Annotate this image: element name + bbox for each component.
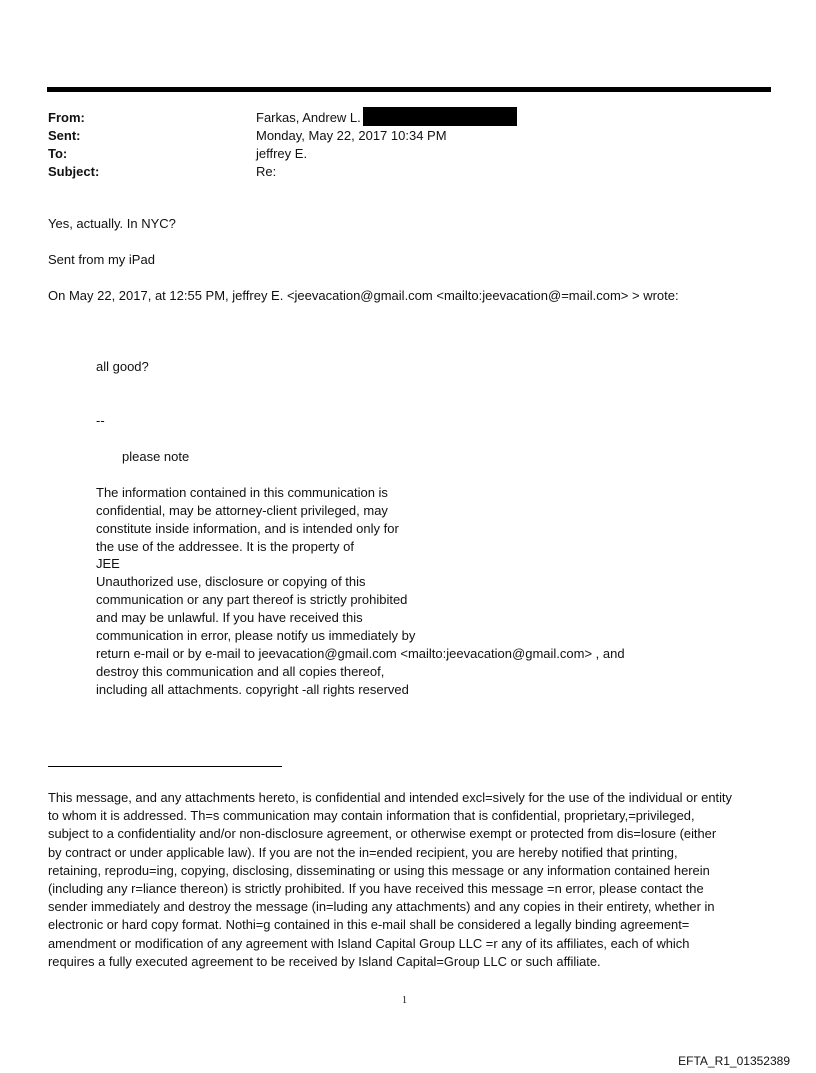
- notice-line: the use of the addressee. It is the property of: [96, 539, 354, 554]
- note-heading: please note: [122, 449, 190, 464]
- quote-intro: On May 22, 2017, at 12:55 PM, jeffrey E. <jeevacation@gmail.com <mailto:jeevacation@=mail.com> > wrote:: [48, 288, 679, 303]
- disclaimer-line: to whom it is addressed. Th=s communication may contain information that is confidential, proprietary,=privileged,: [48, 808, 695, 824]
- sent-row: [48, 127, 768, 145]
- disclaimer-line: sender immediately and destroy the message (in=luding any attachments) and any copies in their entirety, whether in: [48, 899, 715, 915]
- from-name: Farkas, Andrew L.: [256, 110, 361, 125]
- notice-line: and may be unlawful. If you have received this: [96, 610, 363, 625]
- subject-value: Re:: [256, 164, 277, 179]
- notice-line: communication in error, please notify us immediately by: [96, 628, 416, 643]
- quoted-message: all good?: [96, 359, 149, 374]
- notice-line: JEE: [96, 556, 120, 571]
- subject-row: [48, 163, 768, 181]
- notice-line: Unauthorized use, disclosure or copying of this: [96, 574, 366, 589]
- quoted-separator: --: [96, 413, 105, 428]
- sent-value: Monday, May 22, 2017 10:34 PM: [256, 128, 447, 143]
- notice-line: including all attachments. copyright -all rights reserved: [96, 682, 409, 697]
- disclaimer-line: requires a fully executed agreement to be received by Island Capital=Group LLC or such affiliate.: [48, 953, 601, 969]
- legal-disclaimer: [48, 789, 770, 971]
- subject-label: Subject:: [48, 164, 100, 179]
- document-id: EFTA_R1_01352389: [678, 1054, 790, 1068]
- disclaimer-rule: [48, 766, 282, 767]
- disclaimer-line: amendment or modification of any agreement with Island Capital Group LLC =r any of its affiliates, each of which: [48, 935, 690, 951]
- sent-label: Sent:: [48, 128, 81, 143]
- page-number: 1: [402, 995, 407, 1006]
- notice-line: confidential, may be attorney-client privileged, may: [96, 503, 388, 518]
- disclaimer-line: electronic or hard copy format. Nothi=g contained in this e-mail shall be considered a legally binding agreement=: [48, 917, 690, 933]
- to-row: [48, 145, 768, 163]
- disclaimer-line: retaining, reprodu=ing, copying, disclosing, disseminating or using this message or any information contained herein: [48, 862, 710, 878]
- notice-line: constitute inside information, and is intended only for: [96, 521, 399, 536]
- from-label: From:: [48, 110, 85, 125]
- notice-line: destroy this communication and all copies thereof,: [96, 664, 385, 679]
- disclaimer-line: (including any r=liance thereon) is strictly prohibited. If you have received this message =n error, please contact the: [48, 881, 704, 897]
- email-header: [48, 109, 768, 181]
- from-value: [256, 109, 517, 128]
- redaction-block: [363, 107, 517, 126]
- to-value: jeffrey E.: [256, 146, 308, 161]
- disclaimer-line: This message, and any attachments hereto, is confidential and intended excl=sively for the use of the individual or entity: [48, 790, 732, 805]
- notice-line: communication or any part thereof is strictly prohibited: [96, 592, 408, 607]
- disclaimer-line: by contract or under applicable law). If you are not the in=ended recipient, you are hereby notified that printing,: [48, 844, 678, 860]
- email-signature: Sent from my iPad: [48, 252, 155, 267]
- header-top-rule: [47, 87, 771, 92]
- notice-line: return e-mail or by e-mail to jeevacation@gmail.com <mailto:jeevacation@gmail.com> , and: [96, 646, 625, 661]
- to-label: To:: [48, 146, 68, 161]
- disclaimer-line: subject to a confidentiality and/or non-disclosure agreement, or otherwise exempt or protected from dis=losure (either: [48, 826, 717, 842]
- reply-text: Yes, actually. In NYC?: [48, 216, 176, 231]
- from-row: [48, 109, 768, 127]
- notice-line: The information contained in this communication is: [96, 485, 388, 500]
